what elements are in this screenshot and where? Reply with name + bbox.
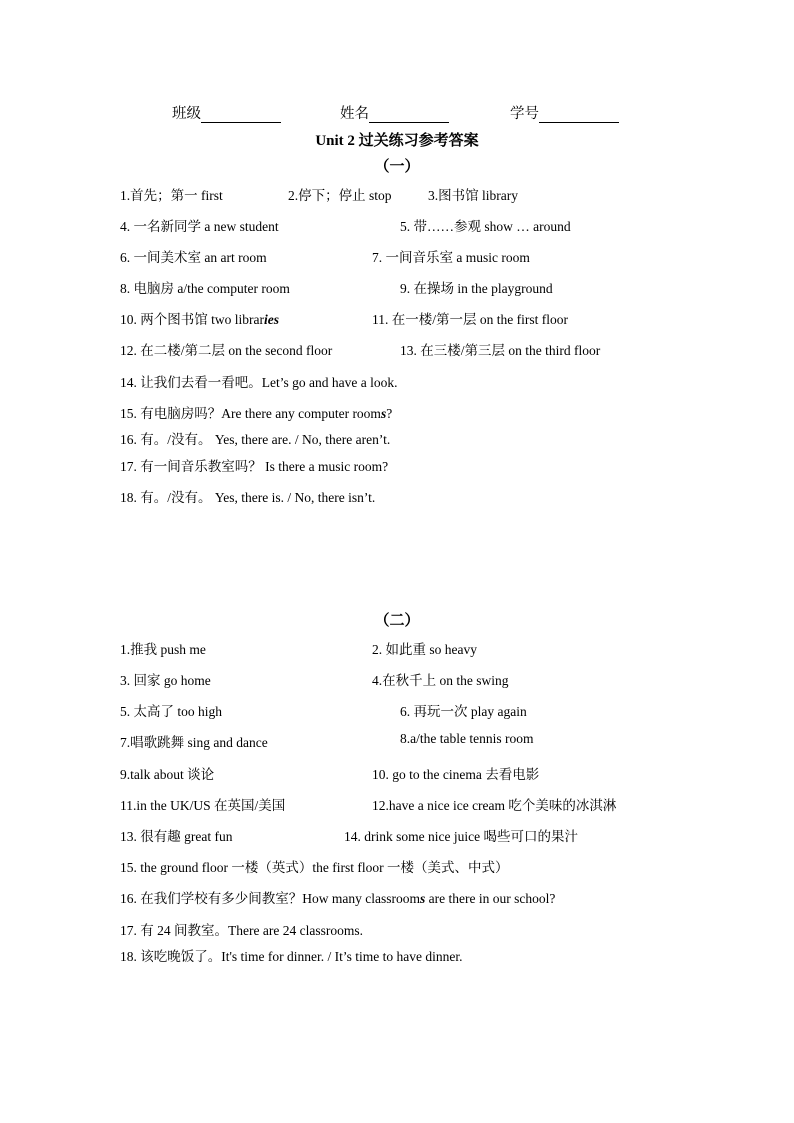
answer-item: [120, 945, 463, 965]
answer-text: 3.图书馆 library: [428, 188, 518, 203]
answer-emphasis: s: [380, 406, 387, 421]
answer-item: [372, 638, 477, 658]
answer-item: [120, 669, 211, 689]
class-label: 班级: [172, 106, 201, 122]
answer-text: 18. 有。/没有。 Yes, there is. / No, there isn’t.: [120, 490, 376, 505]
answer-row: [0, 945, 794, 965]
answer-text: 1.推我 push me: [120, 642, 206, 657]
section-2-heading: （二）: [374, 613, 420, 629]
answer-text: 15. the ground floor 一楼（英式）the first floor 一楼（美式、中式）: [120, 860, 509, 875]
answer-item: [288, 184, 392, 204]
answer-row: [0, 455, 794, 475]
answer-item: [120, 887, 555, 907]
answer-text: 14. drink some nice juice 喝些可口的果汁: [344, 829, 578, 844]
answer-item: [120, 277, 290, 297]
answer-item: [120, 486, 375, 506]
answer-row: [0, 825, 794, 845]
answer-item: [120, 856, 508, 876]
answer-item: [120, 919, 363, 939]
answer-text: 11. 在一楼/第一层 on the first floor: [372, 312, 568, 327]
answer-text: 18. 该吃晚饭了。It's time for dinner. / It’s time to have dinner.: [120, 949, 463, 964]
answer-text: 14. 让我们去看一看吧。Let’s go and have a look.: [120, 375, 398, 390]
answer-text: 9.talk about 谈论: [120, 767, 215, 782]
answer-row: [0, 246, 794, 266]
answer-item: [120, 184, 223, 204]
answer-text: 16. 在我们学校有多少间教室？How many classroom: [120, 891, 420, 906]
answer-text: 10. go to the cinema 去看电影: [372, 767, 540, 782]
answer-item: [372, 794, 616, 814]
section-1-heading: （一）: [374, 159, 420, 175]
answer-text: 5. 带……参观 show … around: [400, 219, 571, 234]
answer-row: [0, 700, 794, 720]
answer-text-tail: are there in our school?: [425, 891, 556, 906]
name-blank[interactable]: [369, 108, 449, 123]
class-field[interactable]: [172, 102, 281, 123]
answer-text: 8. 电脑房 a/the computer room: [120, 281, 290, 296]
answer-row: [0, 856, 794, 876]
answer-item: [400, 215, 571, 235]
answer-row: [0, 308, 794, 328]
page-title: Unit 2 过关练习参考答案: [315, 133, 479, 149]
answer-item: [372, 763, 539, 783]
answer-item: [120, 638, 206, 658]
answer-row: [0, 486, 794, 506]
answer-text: 4. 一名新同学 a new student: [120, 219, 279, 234]
answer-row: [0, 887, 794, 907]
answer-item: [120, 455, 388, 475]
answer-text: 1.首先；第一 first: [120, 188, 223, 203]
answer-row: [0, 919, 794, 939]
answer-text: 17. 有 24 间教室。There are 24 classrooms.: [120, 923, 363, 938]
answer-text: 11.in the UK/US 在英国/美国: [120, 798, 286, 813]
answer-text: 12.have a nice ice cream 吃个美味的冰淇淋: [372, 798, 617, 813]
answer-item: [120, 700, 222, 720]
answer-item: [400, 700, 527, 720]
answer-text: 13. 在三楼/第三层 on the third floor: [400, 343, 601, 358]
answer-item: [372, 308, 568, 328]
answer-text: 4.在秋千上 on the swing: [372, 673, 509, 688]
name-label: 姓名: [340, 106, 369, 122]
student-number-field[interactable]: [510, 102, 619, 123]
answer-row: [0, 638, 794, 658]
answer-emphasis: s: [419, 891, 426, 906]
class-blank[interactable]: [201, 108, 281, 123]
answer-item: [120, 794, 285, 814]
answer-text: 12. 在二楼/第二层 on the second floor: [120, 343, 333, 358]
answer-text: 7.唱歌跳舞 sing and dance: [120, 735, 268, 750]
answer-item: [120, 308, 279, 328]
answer-item: [120, 339, 332, 359]
answer-text: 3. 回家 go home: [120, 673, 211, 688]
answer-item: [400, 339, 600, 359]
student-number-label: 学号: [510, 106, 539, 122]
answer-text: 15. 有电脑房吗？Are there any computer room: [120, 406, 381, 421]
answer-row: [0, 339, 794, 359]
answer-text: 13. 很有趣 great fun: [120, 829, 233, 844]
answer-row: [0, 215, 794, 235]
answer-row: [0, 184, 794, 204]
student-number-blank[interactable]: [539, 108, 619, 123]
answer-row: [0, 402, 794, 422]
answer-item: [120, 215, 279, 235]
answer-row: [0, 763, 794, 783]
answer-item: [372, 246, 530, 266]
answer-text: 8.a/the table tennis room: [400, 731, 534, 746]
answer-text: 2. 如此重 so heavy: [372, 642, 477, 657]
answer-text: 16. 有。/没有。 Yes, there are. / No, there aren’t.: [120, 432, 391, 447]
answer-text: 5. 太高了 too high: [120, 704, 223, 719]
answer-emphasis: ies: [264, 312, 279, 327]
answer-row: [0, 277, 794, 297]
answer-text: 9. 在操场 in the playground: [400, 281, 553, 296]
answer-text: 6. 再玩一次 play again: [400, 704, 527, 719]
answer-text-tail: ?: [386, 406, 393, 421]
answer-item: [400, 731, 533, 747]
answer-item: [120, 402, 392, 422]
name-field[interactable]: [340, 102, 449, 123]
answer-row: [0, 794, 794, 814]
answer-item: [120, 763, 214, 783]
answer-text: 7. 一间音乐室 a music room: [372, 250, 530, 265]
answer-item: [120, 731, 268, 751]
answer-row: [0, 371, 794, 391]
answer-text: 10. 两个图书馆 two librar: [120, 312, 264, 327]
answer-item: [428, 184, 518, 204]
answer-row: [0, 731, 794, 751]
answer-item: [120, 428, 390, 448]
answer-item: [344, 825, 578, 845]
answer-text: 2.停下；停止 stop: [288, 188, 392, 203]
student-info-header: [0, 102, 794, 122]
answer-row: [0, 428, 794, 448]
answer-item: [372, 669, 509, 689]
answer-row: [0, 669, 794, 689]
answer-text: 6. 一间美术室 an art room: [120, 250, 267, 265]
answer-item: [120, 246, 267, 266]
answer-text: 17. 有一间音乐教室吗？ Is there a music room?: [120, 459, 389, 474]
answer-item: [400, 277, 553, 297]
answer-item: [120, 825, 232, 845]
answer-item: [120, 371, 397, 391]
